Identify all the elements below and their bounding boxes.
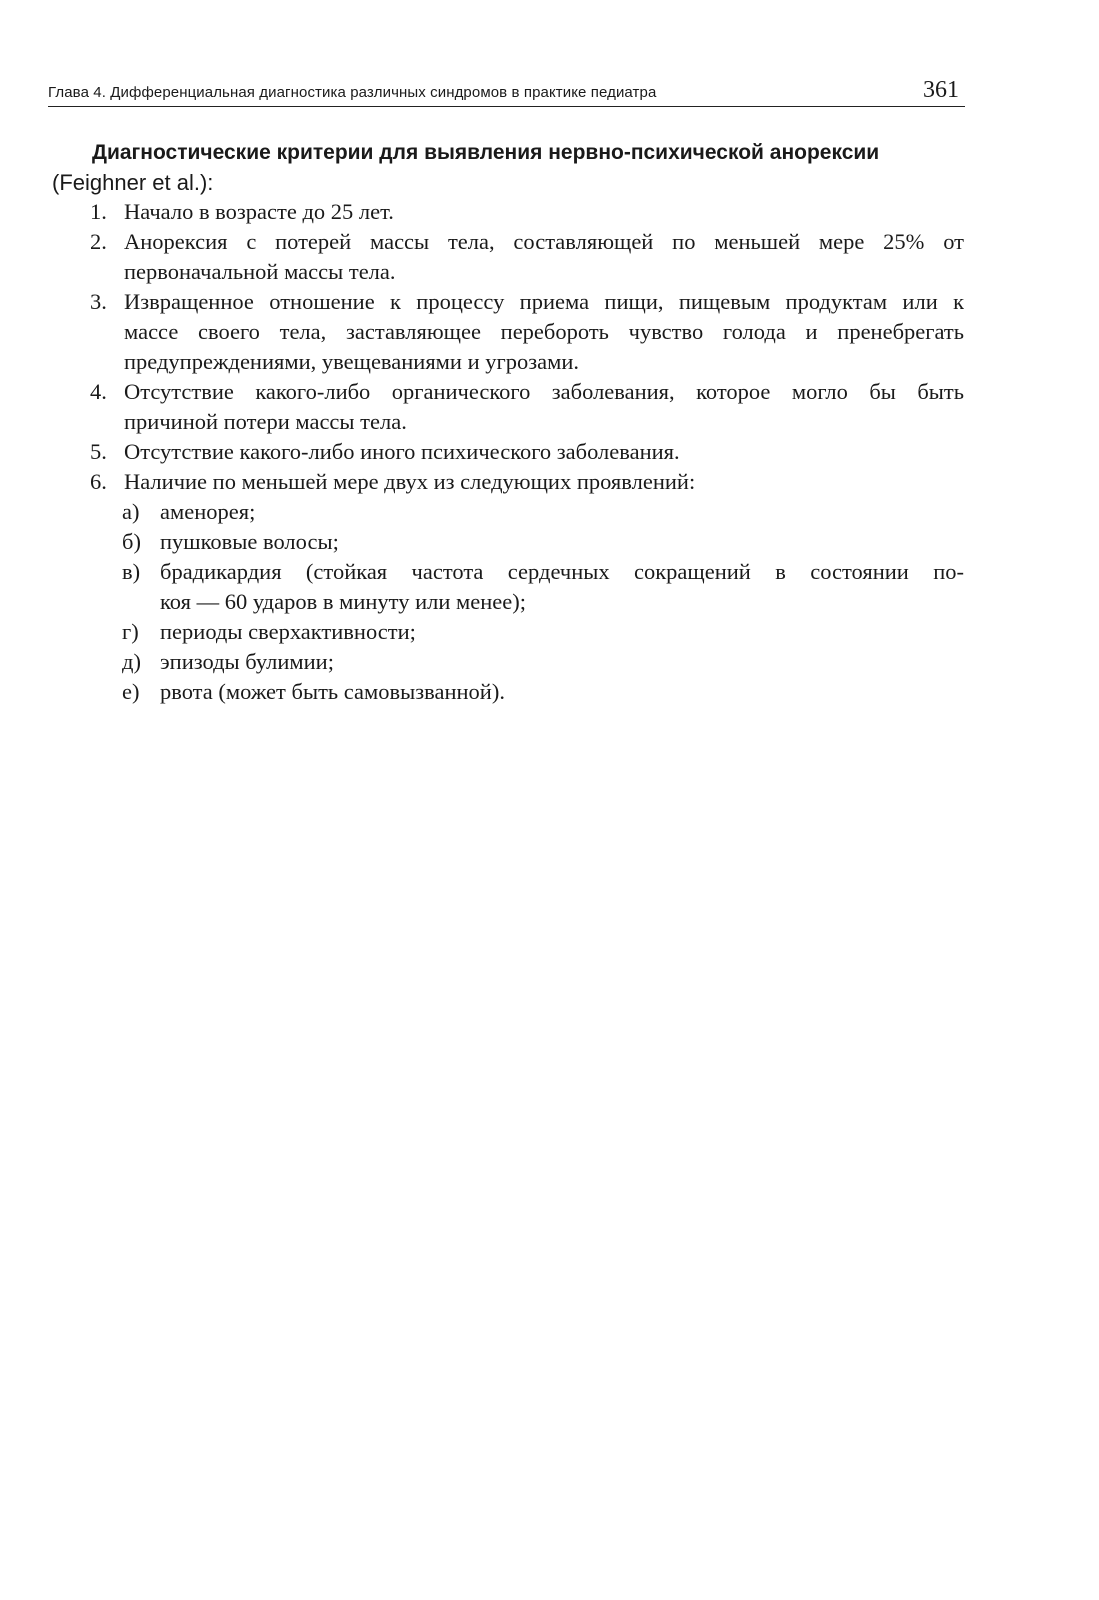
criteria-item-text-line: Начало в возрасте до 25 лет. xyxy=(124,199,394,224)
criteria-item-number: 4. xyxy=(90,379,107,404)
criteria-item-text-line: первоначальной массы тела. xyxy=(124,259,396,284)
manifestation-item xyxy=(52,527,964,557)
criteria-item-number: 2. xyxy=(90,229,107,254)
criteria-item-number: 3. xyxy=(90,289,107,314)
criteria-list xyxy=(52,197,964,497)
manifestation-item-text-line: рвота (может быть самовызванной). xyxy=(160,679,505,704)
criteria-item xyxy=(52,467,964,497)
running-title: Глава 4. Дифференциальная диагностика различных синдромов в практике педиатра xyxy=(48,84,657,101)
manifestations-list xyxy=(52,497,964,707)
manifestation-item-number: в) xyxy=(122,559,141,584)
section-heading: Диагностические критерии для выявления нервно-психической анорексии xyxy=(92,141,880,164)
criteria-item-text-line: предупреждениями, увещеваниями и угрозами. xyxy=(124,349,580,374)
criteria-item-text-line: Отсутствие какого-либо органического заболевания, которое могло бы быть xyxy=(124,379,964,404)
criteria-item-text-line: Анорексия с потерей массы тела, составляющей по меньшей мере 25% от xyxy=(124,229,964,254)
criteria-item-text-line: Наличие по меньшей мере двух из следующих проявлений: xyxy=(124,469,696,494)
running-header xyxy=(48,78,965,107)
page-number: 361 xyxy=(923,77,959,103)
manifestation-item xyxy=(52,497,964,527)
criteria-item-text-line: Извращенное отношение к процессу приема пищи, пищевым продуктам или к xyxy=(124,289,964,314)
section-source: (Feighner et al.): xyxy=(52,170,214,195)
manifestation-item-number: д) xyxy=(122,649,141,674)
manifestation-item-text-line: коя — 60 ударов в минуту или менее); xyxy=(160,589,526,614)
criteria-item-number: 6. xyxy=(90,469,107,494)
criteria-item-text-line: причиной потери массы тела. xyxy=(124,409,407,434)
manifestation-item xyxy=(52,617,964,647)
criteria-item xyxy=(52,227,964,287)
criteria-item xyxy=(52,437,964,467)
manifestation-item-number: а) xyxy=(122,499,140,524)
manifestation-item-text-line: эпизоды булимии; xyxy=(160,649,334,674)
manifestation-item xyxy=(52,677,964,707)
manifestation-item-text-line: аменорея; xyxy=(160,499,256,524)
manifestation-item xyxy=(52,647,964,677)
manifestation-item xyxy=(52,557,964,617)
criteria-item xyxy=(52,287,964,377)
criteria-item-number: 1. xyxy=(90,199,107,224)
criteria-item-text-line: массе своего тела, заставляющее перебороть чувство голода и пренебрегать xyxy=(124,319,964,344)
manifestation-item-number: е) xyxy=(122,679,140,704)
manifestation-item-text-line: брадикардия (стойкая частота сердечных сокращений в состоянии по- xyxy=(160,559,964,584)
criteria-item-text-line: Отсутствие какого-либо иного психического заболевания. xyxy=(124,439,680,464)
manifestation-item-number: г) xyxy=(122,619,139,644)
criteria-item xyxy=(52,377,964,437)
manifestation-item-text-line: периоды сверхактивности; xyxy=(160,619,416,644)
manifestation-item-number: б) xyxy=(122,529,141,554)
manifestation-item-text-line: пушковые волосы; xyxy=(160,529,339,554)
criteria-item-number: 5. xyxy=(90,439,107,464)
main-content xyxy=(52,136,964,707)
criteria-item xyxy=(52,197,964,227)
